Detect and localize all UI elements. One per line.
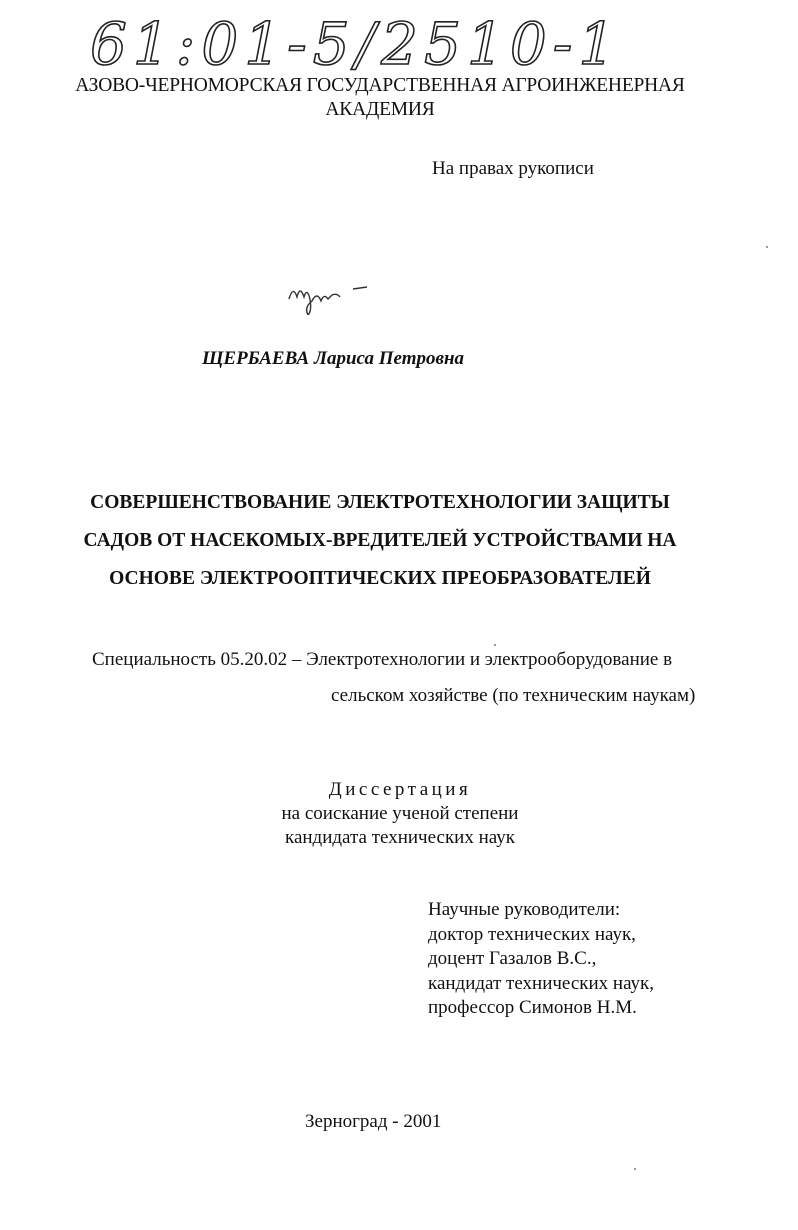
dissertation-heading: Диссертация — [328, 779, 472, 800]
handwritten-signature — [285, 275, 375, 315]
scan-speck — [766, 246, 768, 248]
advisors-line: Научные руководители: — [428, 899, 621, 920]
handwritten-archive-code — [70, 2, 670, 82]
scan-speck — [494, 644, 496, 646]
advisors-line: доцент Газалов В.С., — [428, 948, 597, 969]
degree-line: на соискание ученой степени — [281, 803, 519, 824]
dissertation-degree-block — [150, 778, 650, 850]
title-line: ОСНОВЕ ЭЛЕКТРООПТИЧЕСКИХ ПРЕОБРАЗОВАТЕЛЕЙ — [109, 568, 651, 589]
specialty-line: сельском хозяйстве (по техническим наукам) — [331, 685, 696, 706]
degree-line: кандидата технических наук — [285, 827, 515, 848]
institution-name — [20, 74, 740, 122]
advisors-line: кандидат технических наук, — [428, 972, 655, 994]
title-line: СОВЕРШЕНСТВОВАНИЕ ЭЛЕКТРОТЕХНОЛОГИИ ЗАЩИТЫ — [90, 492, 670, 513]
institution-line: АЗОВО-ЧЕРНОМОРСКАЯ ГОСУДАРСТВЕННАЯ АГРОИНЖЕНЕРНАЯ — [75, 75, 685, 96]
city-year: Зерноград - 2001 — [305, 1111, 442, 1132]
rights-note: На правах рукописи — [432, 158, 594, 179]
advisors-line: профессор Симонов Н.М. — [428, 997, 637, 1018]
scan-speck — [634, 1168, 636, 1170]
institution-line: АКАДЕМИЯ — [325, 99, 435, 120]
archive-code-text: 61:01-5/2510-1 — [90, 10, 622, 78]
title-line: САДОВ ОТ НАСЕКОМЫХ-ВРЕДИТЕЛЕЙ УСТРОЙСТВАМИ НА — [83, 530, 677, 551]
advisors-line: доктор технических наук, — [428, 923, 636, 945]
specialty-line: Специальность 05.20.02 – Электротехнологии и электрооборудование в — [92, 649, 673, 670]
dissertation-title — [20, 484, 740, 598]
author-name: ЩЕРБАЕВА Лариса Петровна — [202, 348, 465, 369]
scientific-advisors — [428, 898, 654, 1021]
